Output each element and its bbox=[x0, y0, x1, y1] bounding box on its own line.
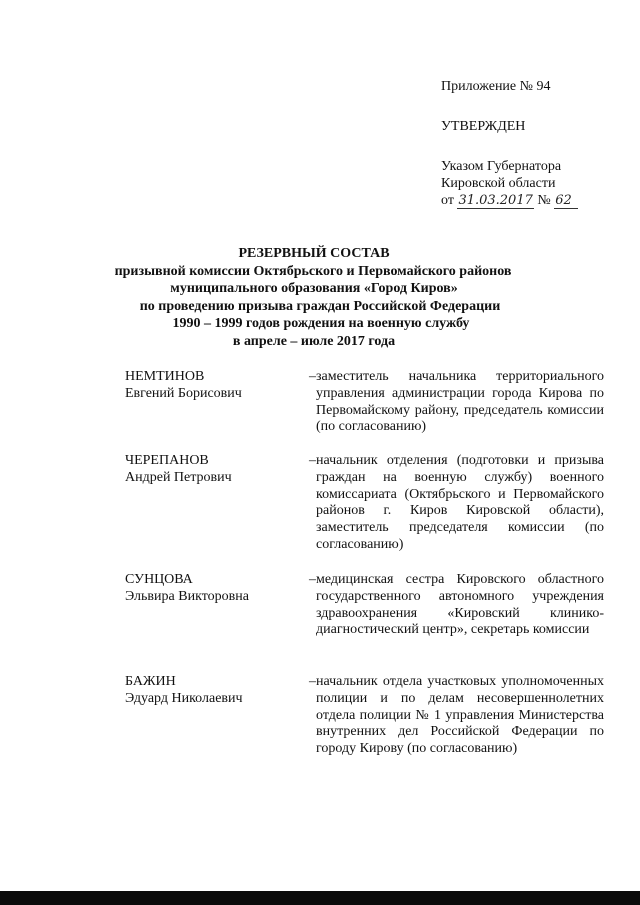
member-given-names: Эльвира Викторовна bbox=[125, 588, 249, 604]
member-dash: – bbox=[309, 572, 316, 587]
member-role: медицинская сестра Кировского областного государственного автономного учреждения здравоохранения «Кировский клинико-диагностический центр», секретарь комиссии bbox=[316, 572, 604, 638]
title-line: муниципального образования «Город Киров» bbox=[170, 281, 458, 297]
handwritten-number: 62 bbox=[554, 194, 578, 209]
member-surname: ЧЕРЕПАНОВ bbox=[125, 453, 209, 468]
member-role: заместитель начальника территориального управления администрации города Кирова по Первомайскому району, председатель комиссии (по согласованию) bbox=[316, 369, 604, 435]
member-name bbox=[125, 453, 305, 487]
member-name bbox=[125, 674, 305, 708]
member-name bbox=[125, 369, 305, 403]
title-line: РЕЗЕРВНЫЙ СОСТАВ bbox=[238, 246, 390, 261]
member-dash: – bbox=[309, 369, 316, 384]
member-name bbox=[125, 572, 305, 606]
member-surname: БАЖИН bbox=[125, 674, 176, 689]
decree-line-2: Кировской области bbox=[441, 176, 556, 191]
member-surname: НЕМТИНОВ bbox=[125, 369, 205, 384]
member-given-names: Андрей Петрович bbox=[125, 469, 232, 485]
member-given-names: Евгений Борисович bbox=[125, 385, 242, 401]
member-given-names: Эдуард Николаевич bbox=[125, 690, 243, 706]
decree-date-line bbox=[441, 192, 578, 209]
approved-stamp-text: УТВЕРЖДЕН bbox=[441, 119, 526, 134]
decree-line-1: Указом Губернатора bbox=[441, 159, 562, 174]
title-line: призывной комиссии Октябрьского и Первомайского районов bbox=[114, 263, 512, 279]
member-surname: СУНЦОВА bbox=[125, 572, 193, 587]
member-dash: – bbox=[309, 674, 316, 689]
member-dash: – bbox=[309, 453, 316, 468]
handwritten-date: 31.03.2017 bbox=[458, 193, 533, 208]
title-line: 1990 – 1999 годов рождения на военную службу bbox=[172, 316, 470, 332]
document-title bbox=[0, 245, 620, 351]
title-line: в апреле – июле 2017 года bbox=[232, 333, 396, 349]
member-role: начальник отделения (подготовки и призыва граждан на военную службу) военного комиссариата (Октябрьского и Первомайского районов г. Киров Кировской области), заместитель председателя комиссии (по согласованию) bbox=[316, 453, 604, 552]
approval-block bbox=[441, 78, 578, 209]
appendix-number: Приложение № 94 bbox=[441, 79, 551, 94]
member-role: начальник отдела участковых уполномоченных полиции и по делам несовершеннолетних отдела полиции № 1 управления Министерства внутренних дел Российской Федерации по городу Кирову (по согласованию) bbox=[316, 674, 604, 757]
title-line: по проведению призыва граждан Российской Федерации bbox=[139, 298, 501, 314]
from-prefix: от bbox=[441, 193, 454, 208]
number-prefix: № bbox=[537, 193, 551, 208]
scan-edge-band bbox=[0, 891, 640, 905]
